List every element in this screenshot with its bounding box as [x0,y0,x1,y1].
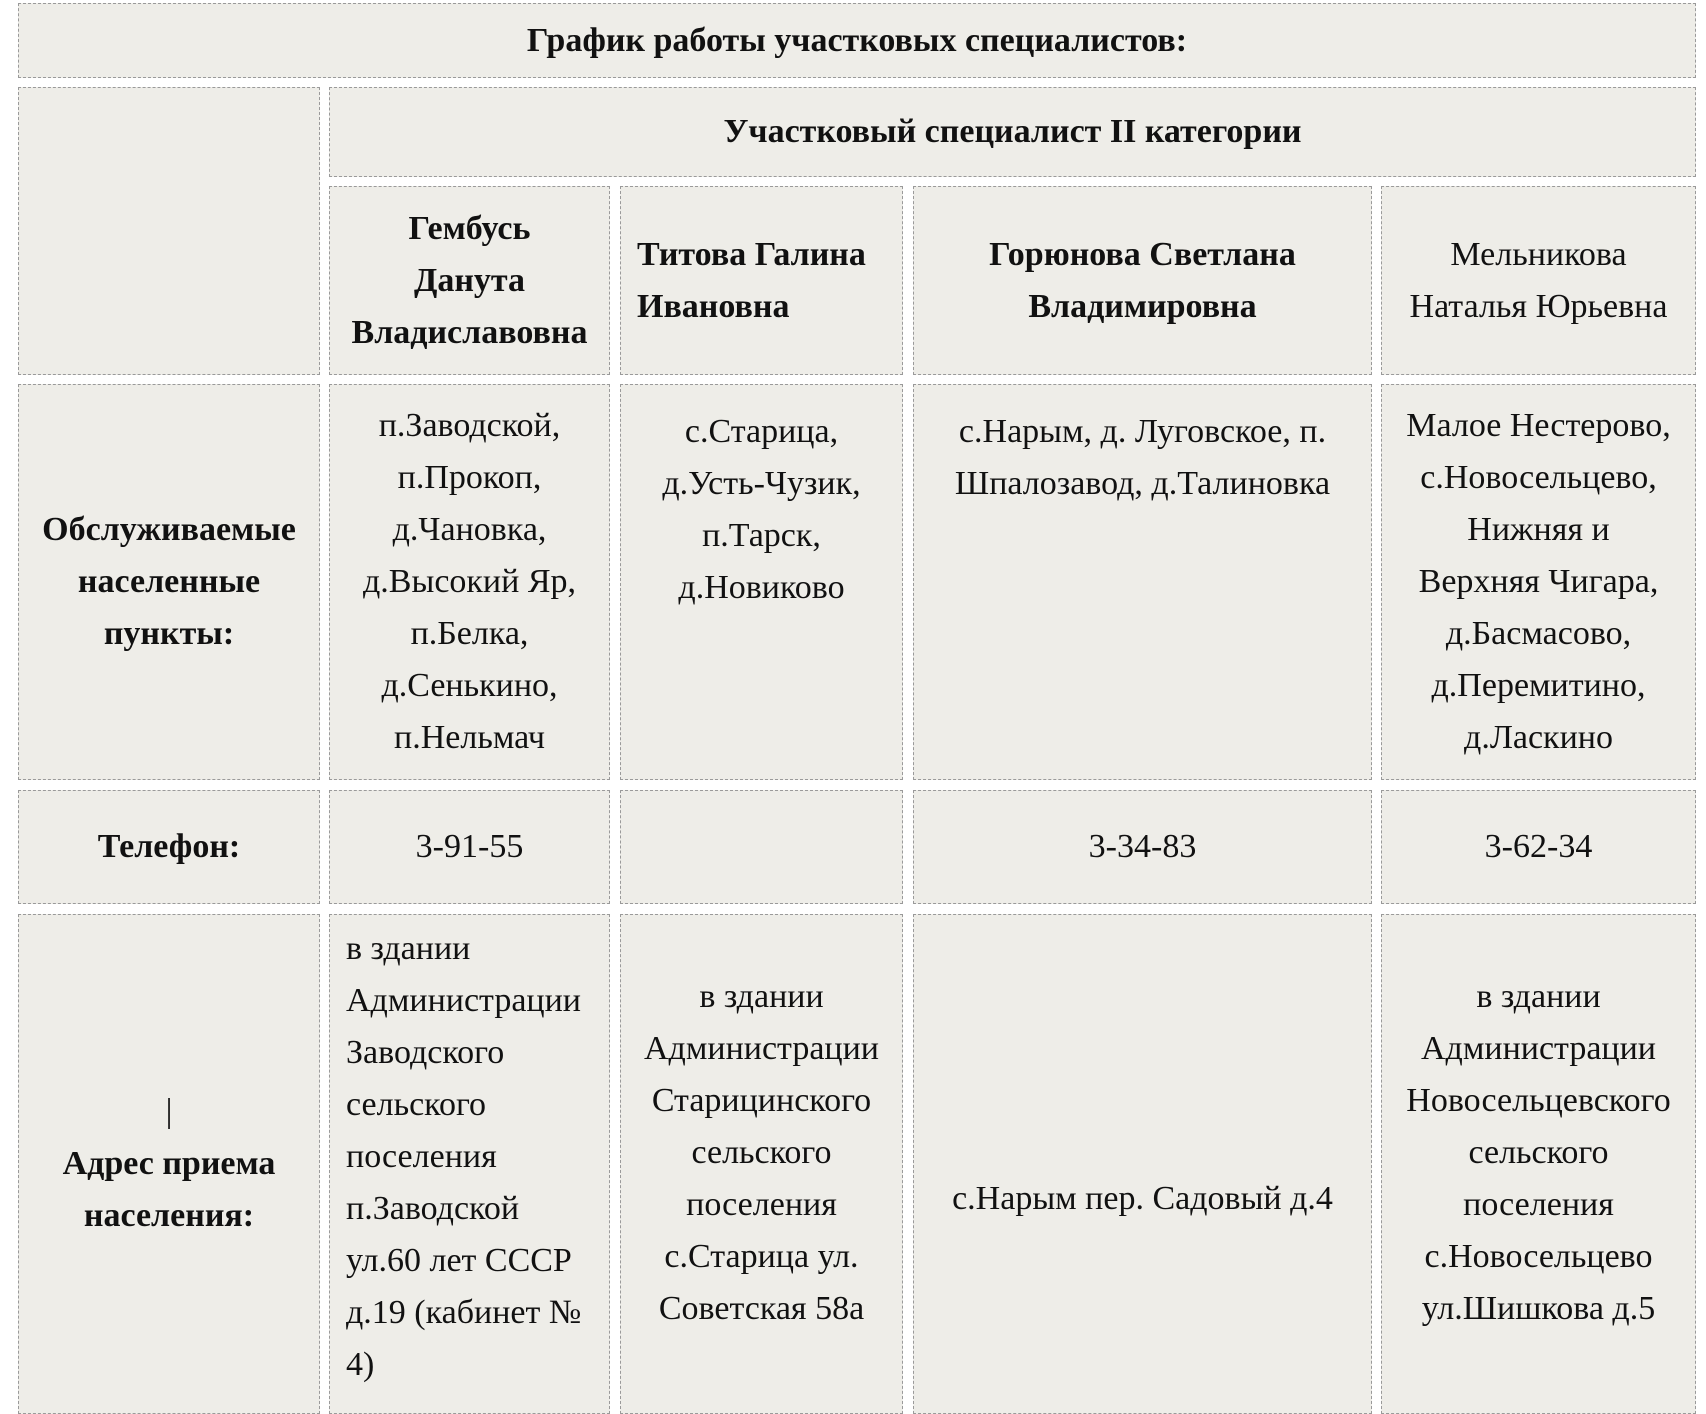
address-line: п.Заводской [346,1190,520,1227]
phone-cell-3 [913,790,1372,904]
phone-number: 3-62-34 [1484,828,1593,865]
settlement-line: д.Высокий Яр, [363,563,576,600]
address-line: с.Новосельцево [1424,1238,1653,1275]
settlement-line: п.Прокоп, [397,459,542,496]
specialist-name-3 [913,186,1372,375]
corner-cell [18,87,320,375]
specialist-name-1 [329,186,610,375]
settlement-line: д.Новиково [678,569,845,606]
specialist-name-2 [620,186,903,375]
category-header [329,87,1696,177]
label-line: населения: [83,1197,255,1234]
phone-cell-2 [620,790,903,904]
phone-number: 3-34-83 [1088,828,1197,865]
address-line: Администрации [644,1030,879,1067]
phone-label-text: Телефон: [97,828,241,865]
address-line: Новосельцевского [1406,1082,1671,1119]
table-title [18,3,1696,78]
settlement-line: п.Белка, [410,615,529,652]
settlements-cell-2 [620,384,903,780]
address-line: Советская 58а [658,1290,865,1327]
settlements-label [18,384,320,780]
address-cell-2 [620,914,903,1414]
phone-label [18,790,320,904]
name-line: Титова Галина [637,235,866,273]
settlement-line: д.Усть-Чузик, [662,465,861,502]
settlement-line: д.Басмасово, [1445,615,1632,652]
address-line: Старицинского [651,1082,872,1119]
settlement-line: Шпалозавод, д.Талиновка [954,465,1331,502]
address-line: в здании [1476,978,1601,1015]
settlement-line: п.Тарск, [702,517,821,554]
label-line: Адрес приема [62,1145,276,1182]
name-line: Гембусь [408,209,531,247]
address-line: поселения [346,1138,497,1175]
address-line: поселения [686,1186,837,1223]
name-line: Владимировна [1028,287,1257,325]
category-text: Участковый специалист II категории [723,113,1302,150]
address-line: ул.60 лет СССР [346,1242,572,1279]
table-title-text: График работы участковых специалистов: [526,21,1188,59]
name-line: Горюнова Светлана [989,235,1296,273]
address-line: 4) [346,1346,375,1383]
address-cell-4 [1381,914,1696,1414]
label-line: Обслуживаемые [42,511,296,548]
address-line: с.Нарым пер. Садовый д.4 [952,1180,1333,1217]
phone-cell-4 [1381,790,1696,904]
settlement-line: п.Нельмач [394,719,545,756]
settlement-line: д.Ласкино [1464,719,1613,756]
settlement-line: д.Перемитино, [1431,667,1646,704]
label-line: населенные [77,563,261,600]
phone-cell-1 [329,790,610,904]
phone-number: 3-91-55 [415,828,524,865]
address-line: Заводского [346,1034,505,1071]
name-line: Владиславовна [351,313,588,351]
settlement-line: с.Нарым, д. Луговское, п. [958,413,1327,450]
address-line: Администрации [1421,1030,1656,1067]
address-cell-1 [329,914,610,1414]
settlement-line: Нижняя и [1467,511,1610,548]
settlement-line: с.Новосельцево, [1420,459,1657,496]
settlement-line: с.Старица, [684,413,839,450]
settlements-cell-1 [329,384,610,780]
address-line: в здании [699,978,824,1015]
settlement-line: Малое Нестерово, [1406,407,1671,444]
address-line: ул.Шишкова д.5 [1421,1290,1656,1327]
address-mark: | [165,1093,173,1130]
settlement-line: д.Сенькино, [381,667,558,704]
address-line: сельского [691,1134,832,1171]
label-line: пункты: [103,615,235,652]
address-line: сельского [1468,1134,1609,1171]
address-line: в здании [346,930,471,967]
settlements-cell-3 [913,384,1372,780]
address-line: поселения [1463,1186,1614,1223]
address-line: Администрации [346,982,581,1019]
settlement-line: д.Чановка, [392,511,547,548]
address-line: с.Старица ул. [664,1238,859,1275]
address-line: сельского [346,1086,487,1123]
settlement-line: п.Заводской, [378,407,561,444]
address-line: д.19 (кабинет № [346,1294,582,1331]
settlement-line: Верхняя Чигара, [1418,563,1659,600]
name-line: Данута [413,261,526,299]
address-label [18,914,320,1414]
name-line: Ивановна [637,287,790,325]
specialist-name-4 [1381,186,1696,375]
settlements-cell-4 [1381,384,1696,780]
address-cell-3 [913,914,1372,1414]
name-line: Наталья Юрьевна [1409,287,1668,325]
name-line: Мельникова [1450,235,1627,273]
